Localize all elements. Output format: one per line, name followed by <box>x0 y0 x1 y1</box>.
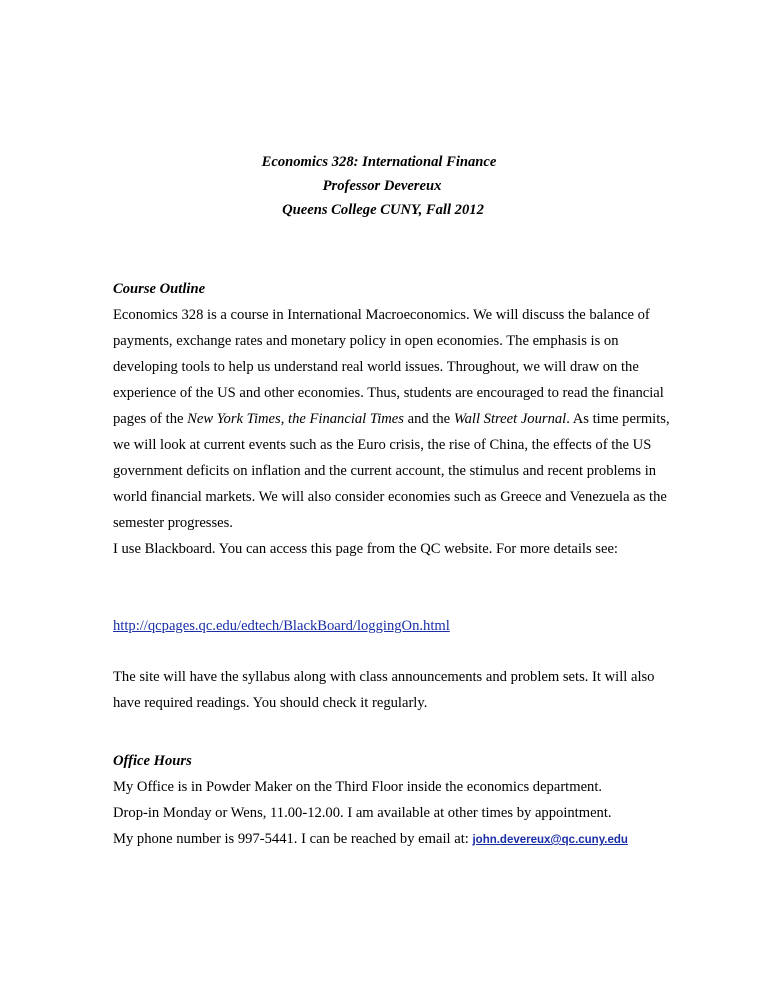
office-hours-heading: Office Hours <box>113 753 192 769</box>
professor-name: Professor Devereux <box>322 178 442 194</box>
blackboard-note: The site will have the syllabus along with class announcements and problem sets. It will also have required readings. You should check it regularly. <box>113 669 655 711</box>
office-hours-times: Drop-in Monday or Wens, 11.00-12.00. I am available at other times by appointment. <box>113 805 612 821</box>
course-outline-heading: Course Outline <box>113 281 206 297</box>
contact-line: My phone number is 997-5441. I can be reached by email at: john.devereux@qc.cuny.edu <box>113 831 628 847</box>
blackboard-intro: I use Blackboard. You can access this page from the QC website. For more details see: <box>113 541 618 557</box>
nyt-title: New York Times <box>187 411 281 427</box>
wsj-title: Wall Street Journal <box>453 411 567 427</box>
document-header <box>0 150 768 222</box>
course-title: Economics 328: International Finance <box>261 154 497 170</box>
college-term: Queens College CUNY, Fall 2012 <box>282 202 484 218</box>
blackboard-url-link[interactable]: http://qcpages.qc.edu/edtech/BlackBoard/loggingOn.html <box>113 618 450 634</box>
office-hours-section <box>113 748 673 853</box>
blackboard-link-line <box>113 613 673 639</box>
email-link[interactable]: john.devereux@qc.cuny.edu <box>472 834 628 846</box>
office-location: My Office is in Powder Maker on the Third Floor inside the economics department. <box>113 779 603 795</box>
course-outline-paragraph: Economics 328 is a course in International Macroeconomics. We will discuss the balance of payments, exchange rates and monetary policy in open economies. The emphasis is on developing tools to help us understand real world issues. Throughout, we will draw on the experience of the US and other economies. Thus, students are encouraged to read the financial pages of the New York Times, the Financial Times and the Wall Street Journal. As time permits, we will look at current events such as the Euro crisis, the rise of China, the effects of the US government deficits on inflation and the current account, the stimulus and recent problems in world financial markets. We will also consider economies such as Greece and Venezuela as the semester progresses. <box>113 307 670 531</box>
ft-title: the Financial Times <box>288 411 404 427</box>
course-outline-section <box>113 276 673 536</box>
